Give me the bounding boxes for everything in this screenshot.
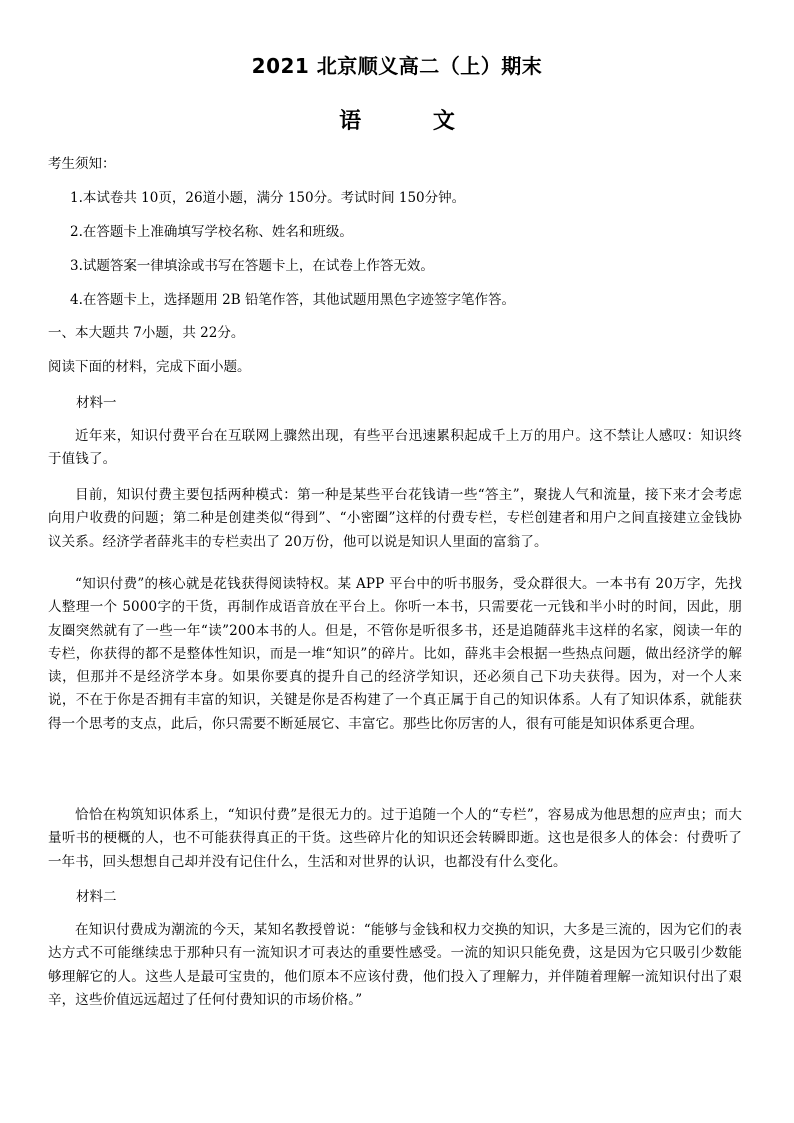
- exam-title: 2021 北京顺义高二（上）期末: [251, 54, 543, 78]
- material-label: 材料二: [76, 889, 117, 905]
- section-instruction: 阅读下面的材料，完成下面小题。: [48, 359, 251, 375]
- material-paragraph: 在知识付费成为潮流的今天，某知名教授曾说：“能够与金钱和权力交换的知识，大多是三流的，因为它们的表达方式不可能继续忠于那种只有一流知识才可表达的重要性感受。一流的知识只能免费，这是因为它只吸引少数能够理解它的人。这些人是最可宝贵的，他们原本不应该付费，他们投入了理解力，并伴随着理解一流知识付出了艰辛，这些价值远远超过了任何付费知识的市场价格。”: [48, 922, 742, 1008]
- material-paragraph: 恰恰在构筑知识体系上，“知识付费”是很无力的。过于追随一个人的“专栏”，容易成为他思想的应声虫；而大量听书的梗概的人，也不可能获得真正的干货。这些碎片化的知识还会转瞬即逝。这也是很多人的体会：付费听了一年书，回头想想自己却并没有记住什么，生活和对世界的认识，也都没有什么变化。: [48, 807, 742, 870]
- notice-heading: 考生须知：: [48, 156, 116, 172]
- notice-item: 3.试题答案一律填涂或书写在答题卡上，在试卷上作答无效。: [70, 258, 434, 274]
- material-paragraph: “知识付费”的核心就是花钱获得阅读特权。某 APP 平台中的听书服务，受众群很大。一本书有 20万字，先找人整理一个 5000字的干货，再制作成语音放在平台上。你听一本书，只需要花一元钱和半小时的时间，因此，朋友圈突然就有了一些一年“读”200本书的人。但是，不管你是听很多书，还是追随薛兆丰这样的名家，阅读一年的专栏，你获得的都不是整体性知识，而是一堆“知识”的碎片。比如，薛兆丰会根据一些热点问题，做出经济学的解读，但那并不是经济学本身。如果你要真的提升自己的经济学知识，还必须自己下功夫获得。因为，对一个人来说，不在于你是否拥有丰富的知识，关键是你是否构建了一个真正属于自己的知识体系。人有了知识体系，就能获得一个思考的支点，此后，你只需要不断延展它、丰富它。那些比你厉害的人，很有可能是知识体系更合理。: [48, 576, 742, 732]
- material-paragraph: 目前，知识付费主要包括两种模式：第一种是某些平台花钱请一些“答主”，聚拢人气和流量，接下来才会考虑向用户收费的问题；第二种是创建类似“得到”、“小密圈”这样的付费专栏，专栏创建者和用户之间直接建立金钱协议关系。经济学者薛兆丰的专栏卖出了 20万份，他可以说是知识人里面的富翁了。: [48, 487, 742, 550]
- section-heading: 一、本大题共 7小题，共 22分。: [48, 325, 245, 341]
- notice-item: 1.本试卷共 10页，26道小题，满分 150分。考试时间 150分钟。: [70, 190, 466, 206]
- material-label: 材料一: [76, 395, 117, 411]
- notice-item: 4.在答题卡上，选择题用 2B 铅笔作答，其他试题用黑色字迹签字笔作答。: [70, 292, 515, 308]
- material-paragraph: 近年来，知识付费平台在互联网上骤然出现，有些平台迅速累积起成千上万的用户。这不禁让人感叹：知识终于值钱了。: [48, 428, 742, 468]
- notice-item: 2.在答题卡上准确填写学校名称、姓名和班级。: [70, 224, 353, 240]
- subject-title: 语 文: [339, 109, 487, 134]
